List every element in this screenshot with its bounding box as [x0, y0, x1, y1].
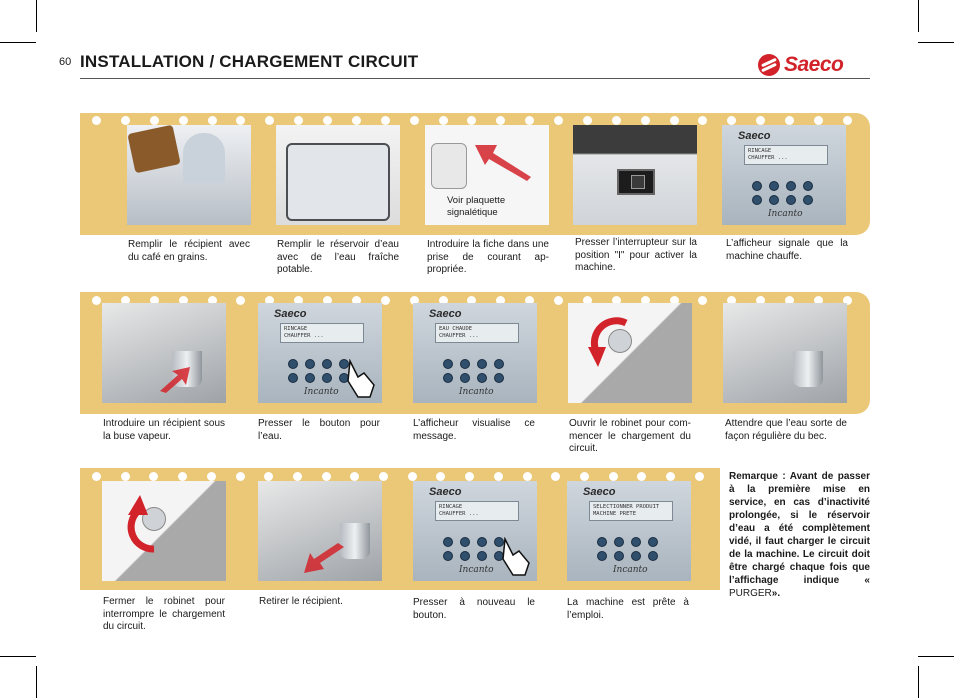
panel-buttons	[443, 551, 504, 561]
step-10-caption: Attendre que l’eau sorte de façon régulière du bec.	[725, 418, 847, 442]
panel-script: Incanto	[613, 565, 648, 575]
remove-arrow-icon	[302, 543, 346, 577]
step-6-image	[102, 303, 226, 403]
crop-mark	[36, 666, 37, 698]
step-2-caption: Remplir le réservoir d’eau avec de l’eau fraîche potable.	[277, 239, 399, 275]
lcd-display: RINCAGE CHAUFFER ...	[435, 501, 519, 521]
insert-arrow-icon	[473, 137, 533, 181]
milk-jug	[793, 351, 823, 387]
panel-script: Incanto	[459, 565, 494, 575]
panel-logo: Saeco	[429, 486, 462, 498]
panel-buttons	[752, 195, 813, 205]
step-1-caption: Remplir le récipient avec du café en grains.	[128, 239, 250, 263]
panel-script: Incanto	[768, 209, 803, 219]
film-holes	[92, 116, 852, 125]
saeco-logo-icon	[758, 54, 780, 76]
crop-mark	[918, 0, 919, 32]
logo-text: Saeco	[784, 53, 844, 76]
step-12-caption: Retirer le récipient.	[259, 596, 343, 607]
step-3-image-label: Voir plaquette signalétique	[447, 195, 506, 218]
lcd-display: SELECTIONNER PRODUIT MACHINE PRETE	[589, 501, 673, 521]
hand-pointer-icon	[499, 537, 533, 577]
panel-buttons	[443, 359, 504, 369]
step-9-caption: Ouvrir le robinet pour com-mencer le chargement du circuit.	[569, 418, 691, 454]
panel-logo: Saeco	[429, 308, 462, 320]
step-13-image	[413, 481, 537, 581]
step-6-caption: Introduire un récipient sous la buse vapeur.	[103, 418, 225, 442]
page-title: INSTALLATION / CHARGEMENT CIRCUIT	[80, 52, 419, 71]
crop-mark	[918, 42, 954, 43]
panel-script: Incanto	[304, 387, 339, 397]
panel-script: Incanto	[459, 387, 494, 397]
panel-buttons	[752, 181, 813, 191]
step-12-image	[258, 481, 382, 581]
crop-mark	[918, 666, 919, 698]
crop-mark	[0, 656, 36, 657]
panel-buttons	[597, 551, 658, 561]
water-tank	[286, 143, 390, 221]
crop-mark	[918, 656, 954, 657]
saeco-logo	[758, 52, 870, 78]
step-1-image	[127, 125, 251, 225]
panel-buttons	[443, 373, 504, 383]
title-rule	[80, 78, 870, 79]
step-9-image	[568, 303, 692, 403]
panel-buttons	[597, 537, 658, 547]
step-11-caption: Fermer le robinet pour interrompre le chargement du circuit.	[103, 596, 225, 632]
step-14-image	[567, 481, 691, 581]
step-7-caption: Presser le bouton pour l’eau.	[258, 418, 380, 442]
step-4-caption: Presser l’interrupteur sur la position "I" pour activer la machine.	[575, 237, 697, 273]
power-switch	[617, 169, 655, 195]
hopper-lid	[183, 133, 225, 183]
panel-logo: Saeco	[583, 486, 616, 498]
step-3-image	[425, 125, 549, 225]
step-5-image	[722, 125, 846, 225]
step-4-image	[573, 125, 697, 225]
rotate-arrow-icon	[586, 317, 636, 371]
step-14-caption: La machine est prête à l’emploi.	[567, 597, 689, 621]
panel-buttons	[443, 537, 504, 547]
step-7-image	[258, 303, 382, 403]
lcd-display: RINCAGE CHAUFFER ...	[744, 145, 828, 165]
remark-keyword: PURGER	[729, 588, 772, 599]
step-8-image	[413, 303, 537, 403]
panel-logo: Saeco	[274, 308, 307, 320]
remark-text: Remarque : Avant de passer à la première mise en service, en cas d’inactivité prolongée, si le réservoir d’eau a été complètement vidé, il faut charger le circuit de la machine. Le circuit doit être chargé chaque fois que l’affichage indique «	[729, 471, 870, 586]
step-8-caption: L’afficheur visualise ce message.	[413, 418, 535, 442]
remark-note	[729, 470, 870, 600]
step-11-image	[102, 481, 226, 581]
power-socket	[431, 143, 467, 189]
step-10-image	[723, 303, 847, 403]
insert-arrow-icon	[158, 365, 192, 393]
step-3-caption: Introduire la fiche dans une prise de courant ap-propriée.	[427, 239, 549, 275]
step-2-image	[276, 125, 400, 225]
page-number: 60	[59, 56, 72, 68]
rotate-arrow-icon	[124, 493, 174, 553]
remark-suffix: ».	[771, 588, 781, 599]
film-holes	[92, 472, 704, 481]
panel-buttons	[288, 373, 349, 383]
lcd-display: RINCAGE CHAUFFER ...	[280, 323, 364, 343]
crop-mark	[36, 0, 37, 32]
hand-pointer-icon	[344, 359, 378, 399]
lcd-display: EAU CHAUDE CHAUFFER ...	[435, 323, 519, 343]
step-5-caption: L’afficheur signale que la machine chauffe.	[726, 238, 848, 262]
panel-logo: Saeco	[738, 130, 771, 142]
step-13-caption: Presser à nouveau le bouton.	[413, 597, 535, 621]
panel-buttons	[288, 359, 349, 369]
crop-mark	[0, 42, 36, 43]
